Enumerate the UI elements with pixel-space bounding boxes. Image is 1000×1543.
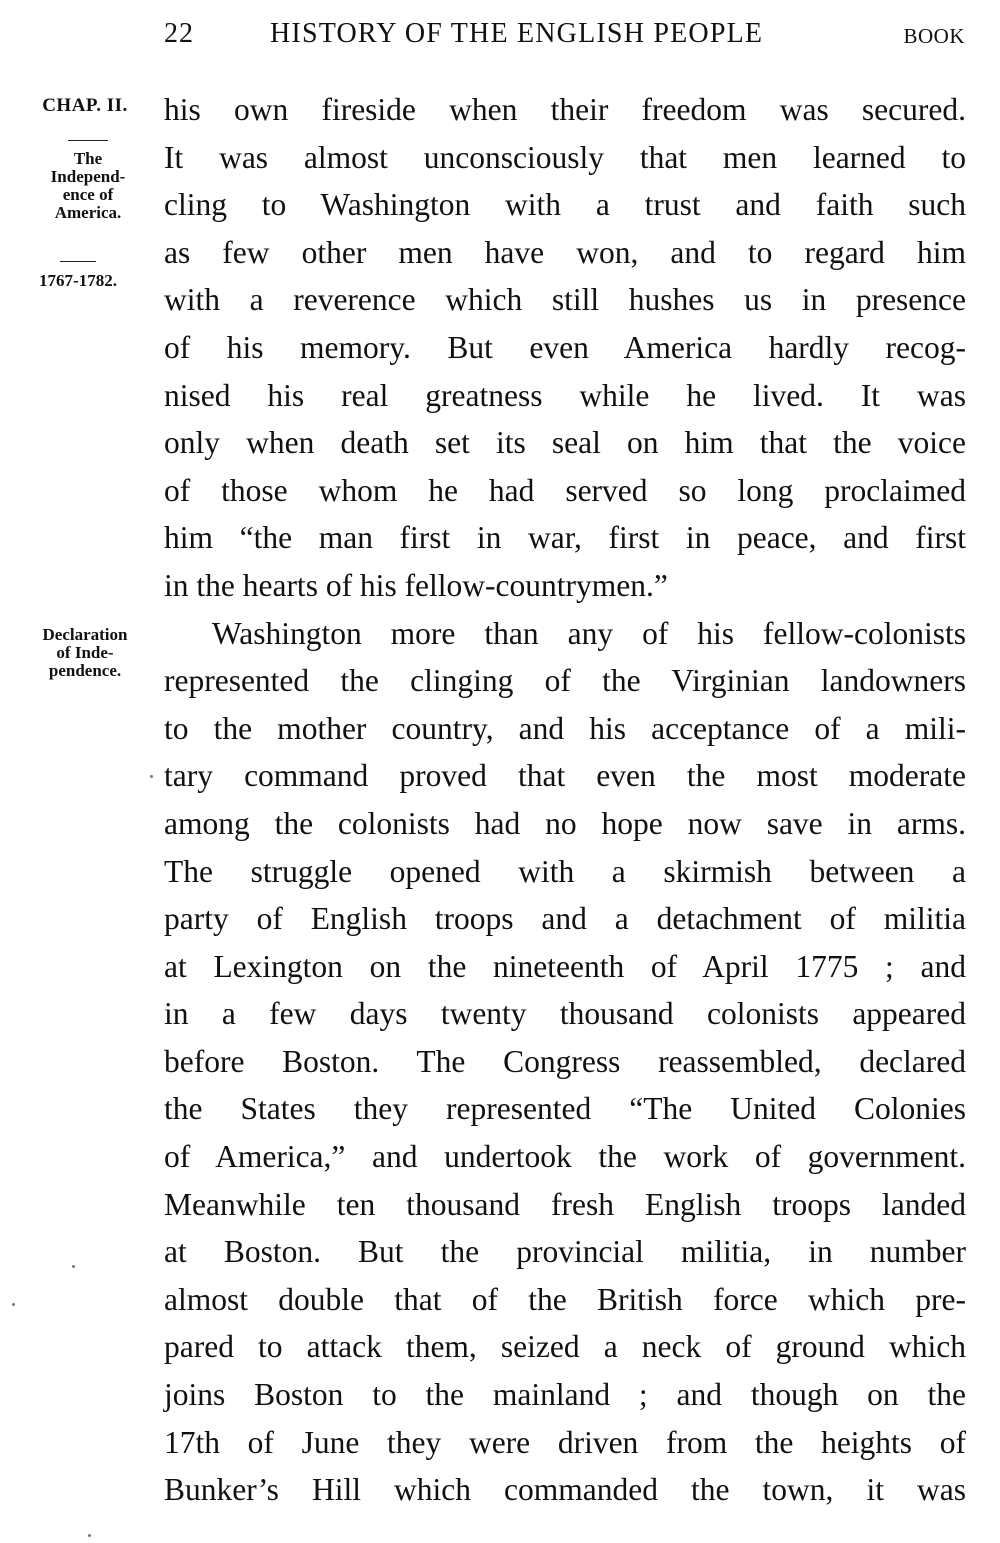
margin-declaration-line: of Inde-: [56, 643, 114, 662]
text-line: cling to Washington with a trust and faith such: [164, 187, 966, 223]
scan-speck: [88, 1534, 91, 1537]
text-line: pared to attack them, seized a neck of ground which: [164, 1329, 966, 1365]
margin-rule-top: [68, 140, 108, 141]
text-line: The struggle opened with a skirmish between a: [164, 853, 966, 889]
text-line: in a few days twenty thousand colonists appeared: [164, 996, 966, 1032]
text-line: joins Boston to the mainland ; and though on the: [164, 1377, 966, 1413]
margin-topic-line: Independ-: [50, 167, 126, 186]
margin-topic-line: America.: [54, 203, 122, 222]
text-line: represented the clinging of the Virginian landowners: [164, 663, 966, 699]
text-line: of those whom he had served so long proclaimed: [164, 472, 966, 508]
text-line: Meanwhile ten thousand fresh English troops landed: [164, 1186, 966, 1222]
text-line: in the hearts of his fellow-countrymen.”: [164, 567, 668, 603]
text-line: party of English troops and a detachment of militia: [164, 901, 966, 937]
margin-topic-note: [18, 150, 158, 222]
running-book-label: BOOK: [903, 24, 965, 48]
text-line: among the colonists had no hope now save in arms.: [164, 805, 966, 841]
margin-topic-line: The: [73, 149, 103, 168]
text-line: 17th of June they were driven from the heights of: [164, 1424, 966, 1460]
margin-declaration-note: [10, 626, 160, 680]
text-line: to the mother country, and his acceptance of a mili-: [164, 710, 966, 746]
text-line: It was almost unconsciously that men learned to: [164, 139, 966, 175]
chapter-label: CHAP. II.: [42, 95, 128, 116]
margin-dates: 1767-1782.: [39, 271, 117, 290]
text-line: him “the man first in war, first in peace, and first: [164, 520, 966, 556]
margin-declaration-line: pendence.: [48, 661, 122, 680]
margin-rule-middle: [60, 261, 96, 262]
text-line: at Boston. But the provincial militia, in number: [164, 1234, 966, 1270]
text-line: only when death set its seal on him that the voice: [164, 425, 966, 461]
text-line: tary command proved that even the most moderate: [164, 758, 966, 794]
text-line: almost double that of the British force which pre-: [164, 1281, 966, 1317]
text-line: with a reverence which still hushes us in presence: [164, 282, 966, 318]
body-text: [164, 86, 966, 1514]
text-line: his own fireside when their freedom was secured.: [164, 92, 966, 127]
scan-speck: [72, 1265, 75, 1268]
text-line: as few other men have won, and to regard him: [164, 234, 966, 270]
page-number: 22: [164, 18, 194, 49]
scan-speck: [150, 775, 153, 778]
text-line: at Lexington on the nineteenth of April 1775 ; and: [164, 948, 966, 984]
text-line: Bunker’s Hill which commanded the town, it was: [164, 1472, 966, 1508]
running-title: HISTORY OF THE ENGLISH PEOPLE: [270, 18, 764, 49]
text-line: of America,” and undertook the work of government.: [164, 1139, 966, 1175]
text-line: nised his real greatness while he lived. It was: [164, 377, 966, 413]
text-line: the States they represented “The United Colonies: [164, 1091, 966, 1127]
scan-speck: [12, 1303, 15, 1306]
running-header: [162, 14, 965, 54]
text-line: of his memory. But even America hardly recog-: [164, 329, 966, 365]
margin-declaration-line: Declaration: [42, 625, 128, 644]
margin-topic-line: ence of: [62, 185, 114, 204]
text-line: before Boston. The Congress reassembled, declared: [164, 1043, 966, 1079]
text-line: Washington more than any of his fellow-colonists: [212, 615, 966, 651]
